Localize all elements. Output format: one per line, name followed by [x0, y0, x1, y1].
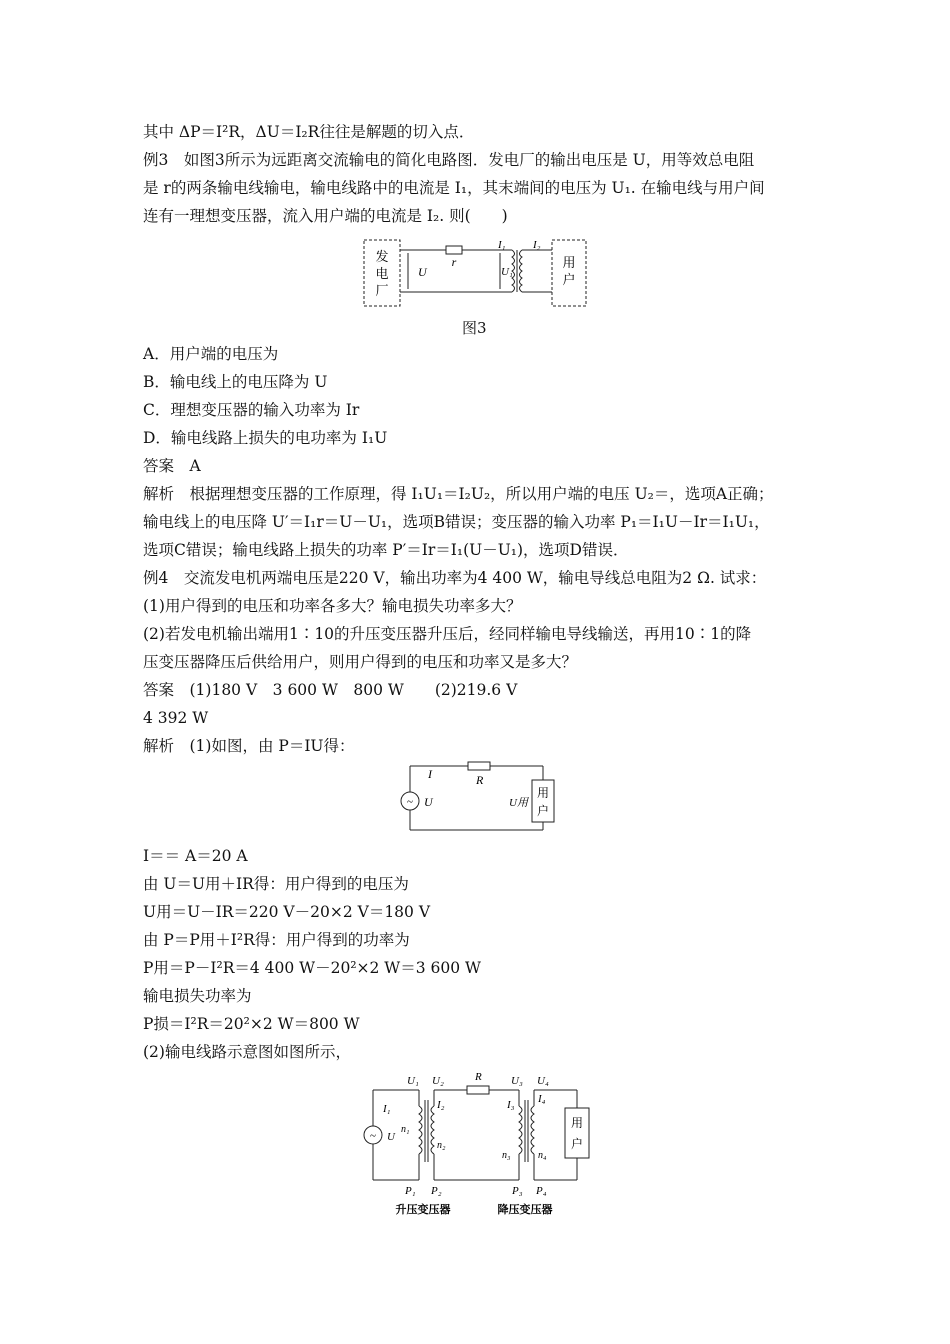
example-3-question: 例3 如图3所示为远距离交流输电的简化电路图．发电厂的输出电压是 U，用等效总电阻 — [143, 151, 755, 169]
i2-label: I₂ — [533, 239, 541, 251]
option-d: D．输电线路上损失的电功率为 I₁U — [143, 429, 388, 447]
resistor-r — [446, 246, 462, 254]
text-line: 选项C错误；输电线路上损失的功率 P′＝Ir＝I₁(U－U₁)，选项D错误． — [143, 541, 629, 559]
user-label: 户 — [536, 804, 550, 818]
primary-coil — [512, 250, 515, 292]
n1-label: n₁ — [401, 1124, 410, 1135]
step-up-label: 升压变压器 — [395, 1204, 451, 1216]
n3-label: n₃ — [502, 1150, 511, 1161]
step-down-secondary-coil — [531, 1106, 534, 1154]
text-line: 输电损失功率为 — [143, 987, 252, 1005]
option-c: C．理想变压器的输入功率为 Ir — [143, 401, 360, 419]
text-line: 是 r的两条输电线输电，输电线路中的电流是 I₁，其末端间的电压为 U₁. 在输电线与用户间 — [143, 179, 765, 197]
text-line: 其中 ΔP＝I²R，ΔU＝I₂R往往是解题的切入点． — [143, 123, 475, 141]
n2-label: n₂ — [437, 1140, 446, 1151]
r-label: R — [476, 773, 484, 787]
u3-label: U₃ — [511, 1075, 523, 1087]
answer-3: 答案 A — [143, 457, 201, 475]
step-up-primary-coil — [419, 1106, 422, 1154]
user-label: 户 — [562, 272, 576, 287]
text-line: (2)若发电机输出端用1∶10的升压变压器升压后，经同样输电导线输送，再用10∶1的降 — [143, 625, 752, 643]
i1-label: I₁ — [498, 239, 506, 251]
secondary-coil — [520, 250, 523, 292]
text-line: 由 P＝P用＋I²R得：用户得到的功率为 — [143, 931, 410, 949]
u-label: U — [387, 1131, 395, 1143]
step-down-primary-coil — [519, 1106, 522, 1154]
p2-label: P₂ — [431, 1185, 442, 1197]
tilde-label: ~ — [407, 796, 413, 808]
analysis-4: 解析 (1)如图，由 P＝IU得： — [143, 737, 355, 755]
user-label: 户 — [570, 1137, 584, 1151]
i2-label: I₂ — [437, 1099, 445, 1111]
u4-label: U₄ — [537, 1075, 549, 1087]
answer-4: 答案 (1)180 V 3 600 W 800 W (2)219.6 V — [143, 681, 518, 699]
text-line: 由 U＝U用＋IR得：用户得到的电压为 — [143, 875, 409, 893]
i4-label: I₄ — [538, 1093, 546, 1105]
option-a: A．用户端的电压为 — [143, 345, 279, 363]
user-label: 用 — [562, 255, 576, 270]
figure-3-caption: 图3 — [462, 319, 487, 337]
p3-label: P₃ — [512, 1185, 523, 1197]
i-label: I — [428, 767, 432, 781]
step-down-label: 降压变压器 — [497, 1204, 553, 1216]
formula-loss: P损＝I²R＝20²×2 W＝800 W — [143, 1015, 360, 1033]
resistor-r — [468, 762, 490, 770]
plant-label: 发 — [375, 249, 389, 264]
r-label: r — [451, 255, 457, 269]
text-line: 4 392 W — [143, 709, 209, 727]
u1-label: U₁ — [407, 1075, 419, 1087]
formula-current: I＝＝ A＝20 A — [143, 847, 248, 865]
formula-power: P用＝P－I²R＝4 400 W－20²×2 W＝3 600 W — [143, 959, 481, 977]
i1-label: I₁ — [383, 1103, 391, 1115]
example-4-question: 例4 交流发电机两端电压是220 V，输出功率为4 400 W，输电导线总电阻为2 Ω. 试求： — [143, 569, 767, 587]
figure-3-circuit — [360, 236, 590, 310]
text-line: (2)输电线路示意图如图所示， — [143, 1043, 351, 1061]
resistor-r — [467, 1086, 489, 1094]
analysis-3: 解析 根据理想变压器的工作原理，得 I₁U₁＝I₂U₂，所以用户端的电压 U₂＝，选项A正确； — [143, 485, 774, 503]
u-label: U — [424, 795, 433, 809]
r-label: R — [475, 1071, 482, 1083]
step-up-secondary-coil — [431, 1106, 434, 1154]
plant-label: 电 — [375, 266, 389, 281]
u-label: U — [418, 265, 427, 279]
text-line: 连有一理想变压器，流入用户端的电流是 I₂. 则( ) — [143, 207, 508, 225]
figure-4-circuit — [398, 760, 558, 834]
user-label: 用 — [536, 786, 550, 800]
plant-label: 厂 — [375, 283, 389, 298]
tilde-label: ~ — [370, 1130, 376, 1142]
n4-label: n₄ — [538, 1150, 547, 1161]
user-label: 用 — [570, 1116, 584, 1130]
figure-5-circuit — [355, 1070, 605, 1220]
formula-voltage: U用＝U－IR＝220 V－20×2 V＝180 V — [143, 903, 431, 921]
p4-label: P₄ — [536, 1185, 547, 1197]
i3-label: I₃ — [507, 1099, 515, 1111]
text-line: (1)用户得到的电压和功率各多大？输电损失功率多大？ — [143, 597, 522, 615]
p1-label: P₁ — [405, 1185, 416, 1197]
u-user-label: U用 — [509, 797, 528, 809]
u2-label: U₂ — [432, 1075, 444, 1087]
text-line: 压变压器降压后供给用户，则用户得到的电压和功率又是多大？ — [143, 653, 578, 671]
text-line: 输电线上的电压降 U′＝I₁r＝U－U₁，选项B错误；变压器的输入功率 P₁＝I₁U－Ir＝I₁U₁， — [143, 513, 770, 531]
option-b: B．输电线上的电压降为 U — [143, 373, 328, 391]
u1-label: U₁ — [501, 266, 513, 278]
